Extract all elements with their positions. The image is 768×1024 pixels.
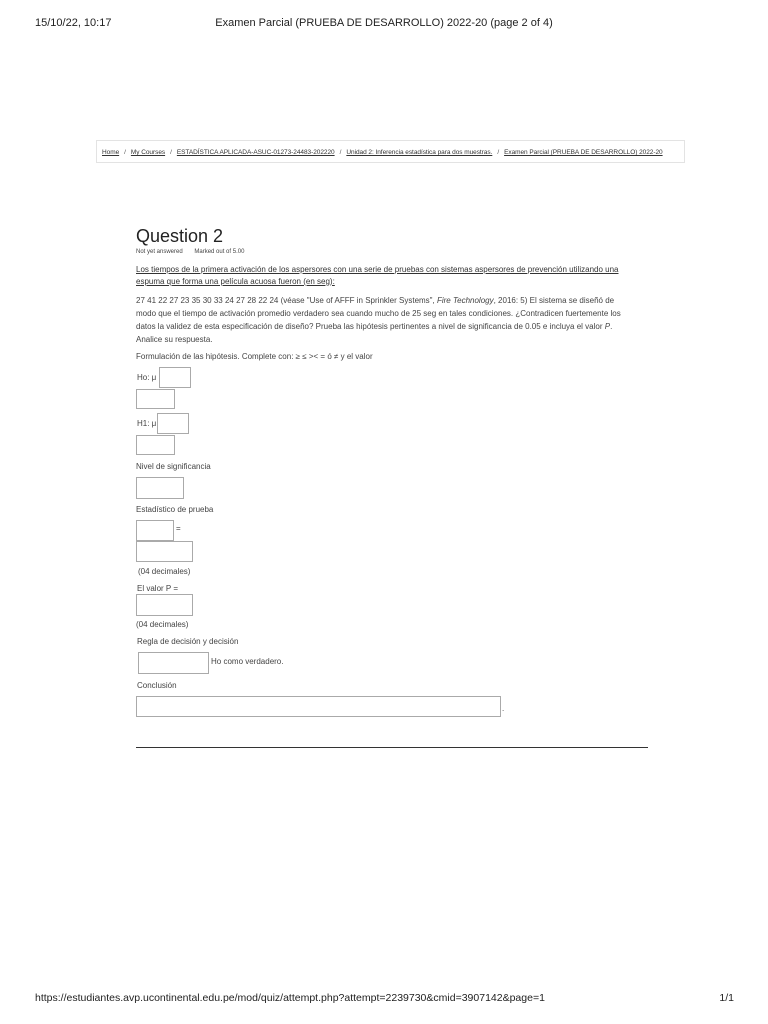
breadcrumb-separator: / — [497, 149, 500, 156]
statistic-type-input[interactable] — [136, 520, 174, 541]
decision-select[interactable] — [138, 652, 209, 674]
conclusion-period: . — [502, 704, 505, 713]
question-title: Question 2 — [136, 226, 224, 246]
hypothesis-instructions: Formulación de las hipótesis. Complete con: ≥ ≤ >< = ó ≠ y el valor — [136, 352, 373, 361]
conclusion-input[interactable] — [136, 696, 501, 717]
breadcrumb-separator: / — [339, 149, 342, 156]
question-text — [136, 294, 636, 346]
h0-label: Ho: μ — [137, 373, 157, 382]
breadcrumb-my-courses[interactable]: My Courses — [130, 149, 166, 156]
h1-value-input[interactable] — [136, 435, 175, 455]
decision-suffix: Ho como verdadero. — [211, 657, 284, 666]
data-source: Fire Technology — [436, 296, 494, 305]
question-intro: Los tiempos de la primera activación de los aspersores con una serie de pruebas con sistemas aspersores de prevención utilizando una espuma que forma una película acuosa fueron (en seg): — [136, 265, 619, 286]
question-meta — [136, 249, 648, 255]
h0-value-input[interactable] — [136, 389, 175, 409]
data-values: 27 41 22 27 23 35 30 33 24 27 28 22 24 (véase "Use of AFFF in Sprinkler Systems", — [136, 296, 437, 305]
pvalue-input[interactable] — [136, 594, 193, 616]
decimals-note: (04 decimales) — [138, 567, 191, 576]
question-body: , 2016: 5) El sistema se diseñó de modo que el tiempo de activación promedio verdadero sea cuando mucho de 25 seg en tales condiciones. ¿Contradicen fuertemente los datos la validez de esta especificación de diseño? Prueba las hipótesis pertinentes a nivel de significancia de 0.05 e incluya el valor — [136, 296, 621, 331]
statistic-value-input[interactable] — [136, 541, 193, 562]
h1-operator-input[interactable] — [157, 413, 189, 434]
h1-label: H1: μ — [137, 419, 157, 428]
breadcrumb-exam[interactable]: Examen Parcial (PRUEBA DE DESARROLLO) 2022-20 — [504, 149, 663, 156]
print-title: Examen Parcial (PRUEBA DE DESARROLLO) 2022-20 (page 2 of 4) — [215, 17, 553, 29]
breadcrumb-separator: / — [170, 149, 172, 156]
equals-sign: = — [176, 524, 181, 533]
question-body-end: . Analice su respuesta. — [136, 322, 613, 344]
breadcrumb-home[interactable]: Home — [102, 149, 120, 156]
decimals-note: (04 decimales) — [136, 620, 189, 629]
question-status: Not yet answered — [136, 249, 183, 255]
breadcrumb-course[interactable]: ESTADÍSTICA APLICADA-ASUC-01273-24483-202220 — [176, 149, 335, 156]
breadcrumb-separator: / — [124, 149, 126, 156]
breadcrumb — [96, 140, 685, 163]
statistic-label: Estadístico de prueba — [136, 505, 214, 514]
print-page-number: 1/1 — [719, 992, 734, 1004]
conclusion-label: Conclusión — [137, 681, 177, 690]
divider — [136, 747, 648, 748]
significance-label: Nivel de significancia — [136, 462, 211, 471]
print-date: 15/10/22, 10:17 — [35, 17, 112, 29]
significance-input[interactable] — [136, 477, 184, 499]
h0-operator-input[interactable] — [159, 367, 191, 388]
print-url: https://estudiantes.avp.ucontinental.edu.pe/mod/quiz/attempt.php?attempt=2239730&cmid=3907142&page=1 — [35, 992, 545, 1004]
breadcrumb-unit[interactable]: Unidad 2: Inferencia estadística para dos muestras. — [346, 149, 493, 156]
pvalue-label: El valor P = — [137, 584, 178, 593]
question-marks: Marked out of 5.00 — [194, 249, 245, 255]
decision-rule-label: Regla de decisión y decisión — [137, 637, 239, 646]
p-symbol: P — [604, 322, 611, 331]
